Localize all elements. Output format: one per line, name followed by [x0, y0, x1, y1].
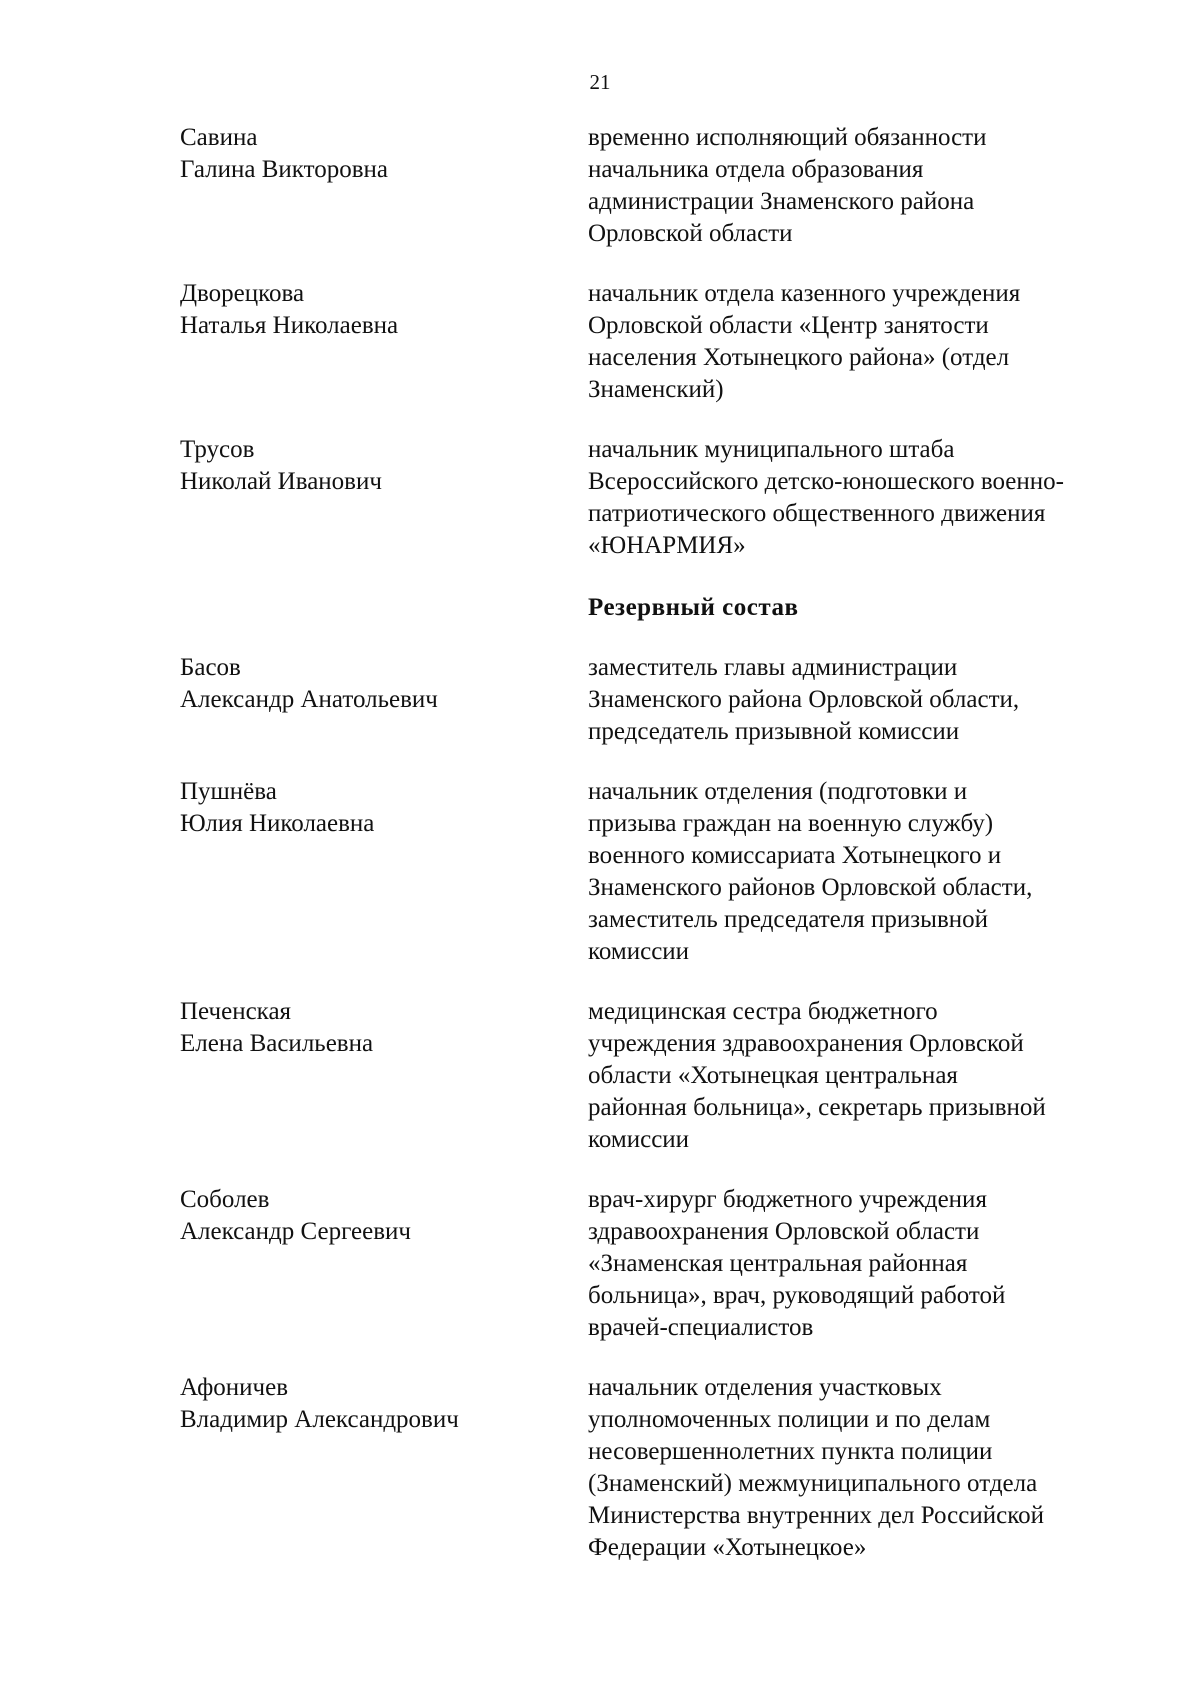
member-position: [588, 1184, 1148, 1344]
member-name: [180, 652, 580, 716]
position-line: комиссии: [588, 938, 690, 965]
position-line: Орловской области «Центр занятости: [588, 312, 989, 339]
member-given-name: Александр Анатольевич: [180, 686, 438, 713]
position-line: начальник отдела казенного учреждения: [588, 280, 1021, 307]
position-line: уполномоченных полиции и по делам: [588, 1406, 991, 1433]
member-surname: Дворецкова: [180, 280, 305, 307]
member-name: [180, 776, 580, 840]
member-name: [180, 434, 580, 498]
position-line: военного комиссариата Хотынецкого и: [588, 842, 1002, 869]
position-line: патриотического общественного движения: [588, 500, 1046, 527]
position-line: Орловской области: [588, 220, 793, 247]
member-name: [180, 996, 580, 1060]
member-given-name: Александр Сергеевич: [180, 1218, 411, 1245]
position-line: Всероссийского детско-юношеского военно-: [588, 468, 1064, 495]
member-surname: Афоничев: [180, 1374, 289, 1401]
position-line: Министерства внутренних дел Российской: [588, 1502, 1044, 1529]
section-title: Резервный состав: [588, 594, 799, 621]
position-line: населения Хотынецкого района» (отдел: [588, 344, 1010, 371]
member-given-name: Юлия Николаевна: [180, 810, 375, 837]
position-line: начальник отделения (подготовки и: [588, 778, 968, 805]
position-line: заместитель председателя призывной: [588, 906, 988, 933]
position-line: Знаменский): [588, 376, 724, 403]
member-position: [588, 776, 1148, 968]
member-name: [180, 1184, 580, 1248]
member-name: [180, 278, 580, 342]
position-line: начальник отделения участковых: [588, 1374, 942, 1401]
member-position: [588, 122, 1148, 250]
member-surname: Савина: [180, 124, 258, 151]
position-line: районная больница», секретарь призывной: [588, 1094, 1046, 1121]
member-position: [588, 996, 1148, 1156]
position-line: области «Хотынецкая центральная: [588, 1062, 958, 1089]
member-given-name: Галина Викторовна: [180, 156, 388, 183]
position-line: медицинская сестра бюджетного: [588, 998, 938, 1025]
member-surname: Пушнёва: [180, 778, 277, 805]
position-line: комиссии: [588, 1126, 690, 1153]
page-number: 21: [589, 70, 611, 94]
position-line: «ЮНАРМИЯ»: [588, 532, 746, 559]
position-line: врачей-специалистов: [588, 1314, 814, 1341]
member-position: [588, 434, 1148, 562]
member-given-name: Елена Васильевна: [180, 1030, 374, 1057]
member-surname: Соболев: [180, 1186, 270, 1213]
position-line: заместитель главы администрации: [588, 654, 958, 681]
position-line: Федерации «Хотынецкое»: [588, 1534, 867, 1561]
member-name: [180, 1372, 580, 1436]
position-line: учреждения здравоохранения Орловской: [588, 1030, 1024, 1057]
position-line: несовершеннолетних пункта полиции: [588, 1438, 993, 1465]
member-position: [588, 278, 1148, 406]
position-line: «Знаменская центральная районная: [588, 1250, 968, 1277]
position-line: Знаменского районов Орловской области,: [588, 874, 1033, 901]
position-line: Знаменского района Орловской области,: [588, 686, 1020, 713]
position-line: призыва граждан на военную службу): [588, 810, 994, 837]
member-given-name: Николай Иванович: [180, 468, 382, 495]
position-line: начальник муниципального штаба: [588, 436, 955, 463]
member-surname: Басов: [180, 654, 241, 681]
position-line: больница», врач, руководящий работой: [588, 1282, 1006, 1309]
position-line: здравоохранения Орловской области: [588, 1218, 980, 1245]
member-surname: Печенская: [180, 998, 292, 1025]
member-given-name: Владимир Александрович: [180, 1406, 459, 1433]
position-line: временно исполняющий обязанности: [588, 124, 987, 151]
member-name: [180, 122, 580, 186]
member-position: [588, 652, 1148, 748]
position-line: администрации Знаменского района: [588, 188, 975, 215]
member-given-name: Наталья Николаевна: [180, 312, 399, 339]
position-line: (Знаменский) межмуниципального отдела: [588, 1470, 1038, 1497]
position-line: председатель призывной комиссии: [588, 718, 960, 745]
position-line: врач-хирург бюджетного учреждения: [588, 1186, 987, 1213]
position-line: начальника отдела образования: [588, 156, 924, 183]
member-surname: Трусов: [180, 436, 255, 463]
member-position: [588, 1372, 1148, 1564]
